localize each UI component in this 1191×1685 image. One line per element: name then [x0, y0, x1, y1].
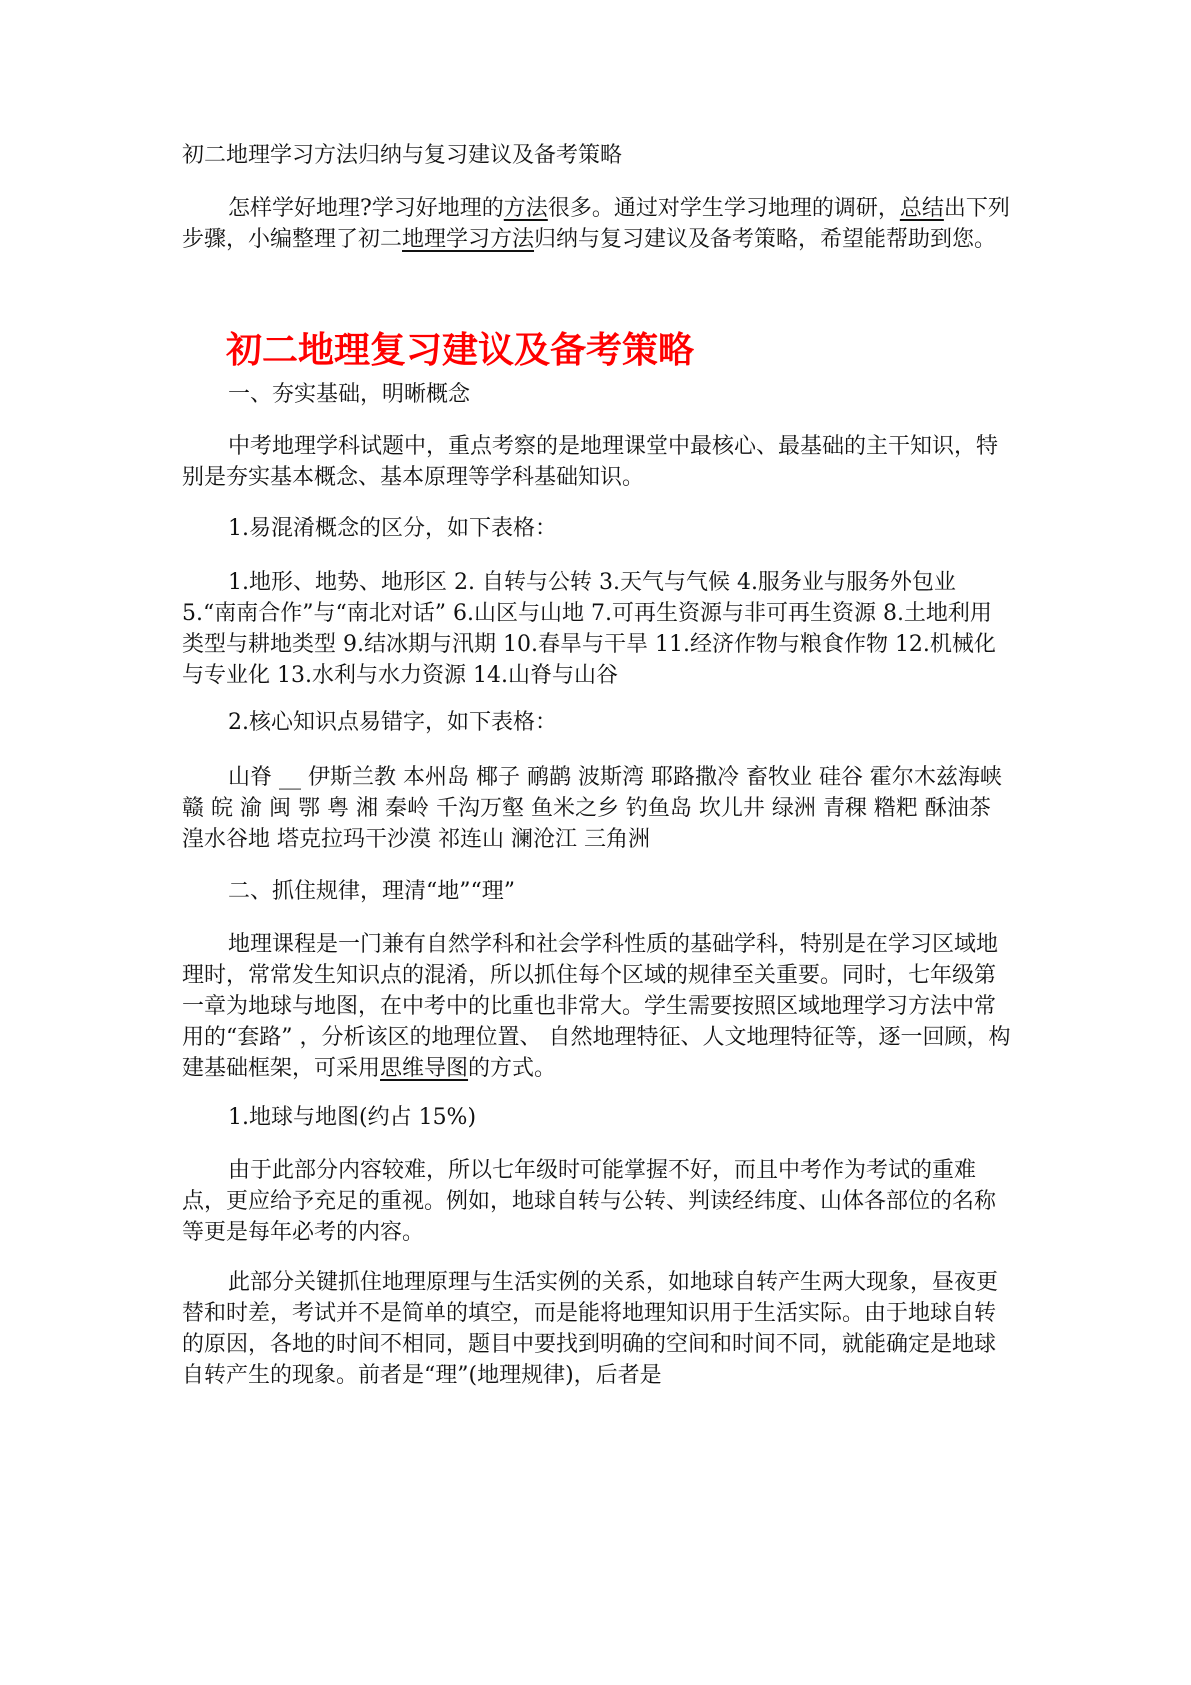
section-1-title: 一、夯实基础，明晰概念: [228, 382, 471, 407]
typo-prone-list: 山脊 __ 伊斯兰教 本州岛 椰子 鸸鹋 波斯湾 耶路撒冷 畜牧业 硅谷 霍尔木兹海峡 赣 皖 渝 闽 鄂 粤 湘 秦岭 千沟万壑 鱼米之乡 钓鱼岛 坎儿井 绿洲 青稞 糌粑 酥油茶 湟水谷地 塔克拉玛干沙漠 祁连山 澜沧江 三角洲: [182, 765, 1002, 852]
section-2-text-b: 的方式。: [468, 1056, 557, 1081]
section-2-paragraph: [182, 929, 1012, 1084]
earth-and-map-paragraph: 由于此部分内容较难，所以七年级时可能掌握不好，而且中考作为考试的重难点，更应给予充足的重视。例如，地球自转与公转、判读经纬度、山体各部位的名称等更是每年必考的内容。: [182, 1158, 997, 1245]
typo-prone-title: 2.核心知识点易错字，如下表格：: [228, 710, 557, 735]
confusing-concepts-list: 1.地形、地势、地形区 2. 自转与公转 3.天气与气候 4.服务业与服务外包业 5.“南南合作”与“南北对话” 6.山区与山地 7.可再生资源与非可再生资源 8.土地利用类型与耕地类型 9.结冰期与汛期 10.春旱与干旱 11.经济作物与粮食作物 12.机械化与专业化 13.水利与水力资源 14.山脊与山谷: [182, 570, 996, 688]
document-title: 初二地理学习方法归纳与复习建议及备考策略: [182, 143, 623, 168]
study-method-link[interactable]: 地理学习方法: [402, 227, 535, 252]
earth-rotation-paragraph: 此部分关键抓住地理原理与生活实例的关系，如地球自转产生两大现象，昼夜更替和时差，考试并不是简单的填空，而是能将地理知识用于生活实际。由于地球自转的原因，各地的时间不相同，题目中要找到明确的空间和时间不同，就能确定是地球自转产生的现象。前者是“理”(地理规律)，后者是: [182, 1270, 999, 1388]
mindmap-link[interactable]: 思维导图: [380, 1056, 469, 1081]
section-2-text-a: 地理课程是一门兼有自然学科和社会学科性质的基础学科，特别是在学习区域地理时，常常发生知识点的混淆，所以抓住每个区域的规律至关重要。同时，七年级第一章为地球与地图，在中考中的比重也非常大。学生需要按照区域地理学习方法中常用的“套路” ，分析该区的地理位置、 自然地理特征、人文地理特征等，逐一回顾，构建基础框架，可采用: [182, 932, 1011, 1081]
summary-link[interactable]: 总结: [899, 196, 944, 221]
confusing-concepts-title: 1.易混淆概念的区分，如下表格：: [228, 516, 557, 541]
intro-text-1: 怎样学好地理?学习好地理的: [228, 196, 504, 221]
section-2-title: 二、抓住规律，理清“地”“理”: [228, 879, 515, 904]
intro-paragraph: [182, 193, 1012, 255]
intro-text-2: 很多。通过对学生学习地理的调研，: [547, 196, 900, 221]
earth-and-map-title: 1.地球与地图(约占 15%): [228, 1105, 477, 1130]
intro-text-4: 归纳与复习建议及备考策略，希望能帮助到您。: [534, 227, 997, 252]
main-heading: 初二地理复习建议及备考策略: [226, 330, 695, 371]
method-link[interactable]: 方法: [503, 196, 548, 221]
intro-text-3: 出下列步骤，小编整理了初二: [182, 196, 1010, 252]
section-1-paragraph: 中考地理学科试题中，重点考察的是地理课堂中最核心、最基础的主干知识，特别是夯实基本概念、基本原理等学科基础知识。: [182, 434, 999, 490]
